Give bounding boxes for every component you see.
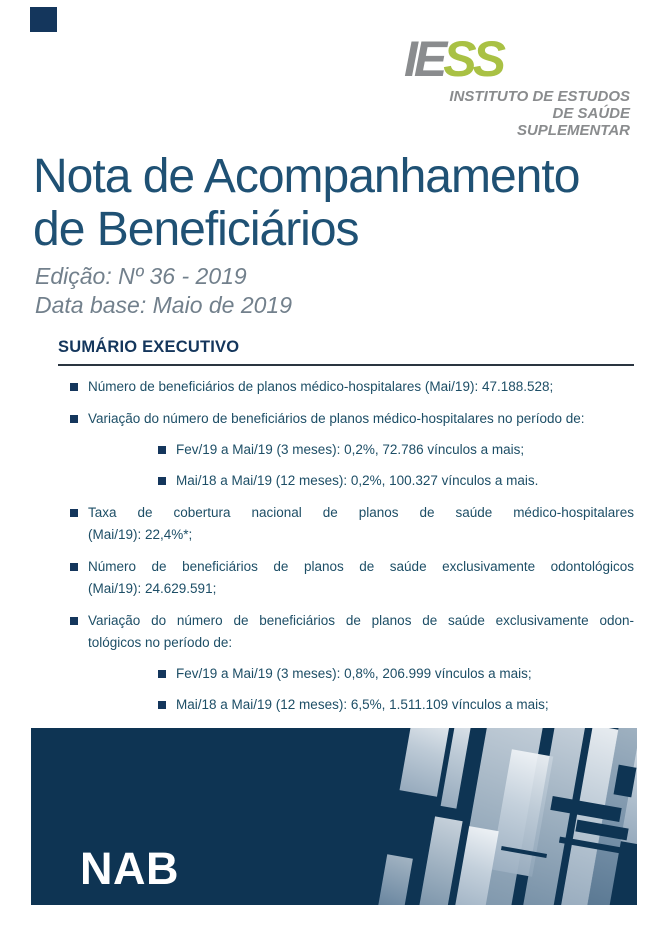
summary-item-line: (Mai/19): 22,4%*; [88,527,193,542]
summary-heading: SUMÁRIO EXECUTIVO [58,338,240,356]
square-bullet-icon [70,415,78,423]
database-line: Data base: Maio de 2019 [35,292,293,318]
corner-accent-square [30,7,57,32]
page-title-line2: de Beneficiários [33,203,359,256]
collage-shape [400,728,451,797]
square-bullet-icon [158,670,166,678]
iess-logo [404,31,630,139]
summary-item-text: Variação do número de beneficiários de planos médico-hospitalares no período de: [88,411,585,426]
summary-sub-item [146,439,634,461]
summary-item-text: Mai/18 a Mai/19 (12 meses): 0,2%, 100.327 vínculos a mais. [176,473,539,488]
square-bullet-icon [70,383,78,391]
banner-collage [387,728,637,905]
summary-item-text: Número de beneficiários de planos médico-hospitalares (Mai/19): 47.188.528; [88,379,554,394]
edition-line: Edição: Nº 36 - 2019 [35,263,247,289]
summary-sub-item [146,694,634,716]
summary-item [58,376,634,398]
summary-list [58,376,634,770]
iess-logo-subtitle [438,89,630,139]
square-bullet-icon [70,617,78,625]
square-bullet-icon [70,563,78,571]
summary-item [58,502,634,546]
square-bullet-icon [158,446,166,454]
summary-item-line: Taxa de cobertura nacional de planos de saúde médico-hospitalares [88,505,634,520]
nab-banner [31,728,637,905]
iess-logo-subtitle-line2: DE SAÚDE SUPLEMENTAR [516,104,630,139]
iess-logo-subtitle-line1: INSTITUTO DE ESTUDOS [449,88,630,105]
heading-rule [58,364,634,366]
summary-item [58,556,634,600]
summary-sub-item [146,470,634,492]
iess-logo-ss: SS [443,31,502,87]
square-bullet-icon [70,509,78,517]
summary-sub-item [146,663,634,685]
summary-item-line: Variação do número de beneficiários de planos de saúde exclusivamente odon- [88,613,634,628]
summary-item [58,408,634,492]
edition-block [35,262,292,320]
summary-item [58,610,634,716]
iess-logo-wordmark [404,31,630,87]
square-bullet-icon [158,701,166,709]
page-title [33,150,579,256]
iess-logo-ie: IE [404,31,444,87]
nab-label: NAB [80,843,179,894]
summary-item-text: Fev/19 a Mai/19 (3 meses): 0,8%, 206.999 vínculos a mais; [176,666,532,681]
summary-item-text: Mai/18 a Mai/19 (12 meses): 6,5%, 1.511.109 vínculos a mais; [176,697,549,712]
summary-item-line: (Mai/19): 24.629.591; [88,581,217,596]
summary-item-line: Número de beneficiários de planos de saúde exclusivamente odontológicos [88,559,634,574]
summary-item-line: tológicos no período de: [88,635,233,650]
summary-sub-list [146,663,634,716]
collage-shape [417,816,462,905]
summary-sub-list [146,439,634,492]
square-bullet-icon [158,477,166,485]
collage-shape [375,854,413,905]
page-title-line1: Nota de Acompanhamento [33,150,580,203]
summary-item-text: Fev/19 a Mai/19 (3 meses): 0,2%, 72.786 vínculos a mais; [176,442,525,457]
